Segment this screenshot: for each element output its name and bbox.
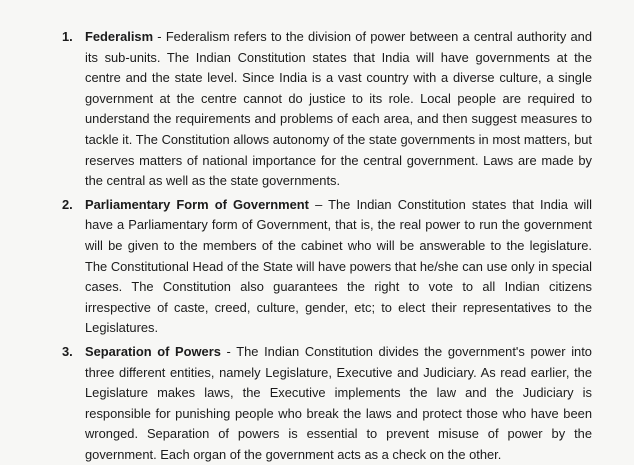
item-paragraph (85, 195, 592, 339)
list-item-federalism (62, 27, 592, 192)
item-number: 1. (62, 29, 73, 44)
item-term: Separation of Powers (85, 343, 221, 359)
list-item-separation-of-powers (62, 342, 592, 465)
item-separator: – (308, 196, 329, 212)
item-separator: - (153, 29, 166, 44)
item-separator: - (220, 343, 237, 359)
item-term: Federalism (85, 29, 154, 44)
item-term: Parliamentary Form of Government (85, 196, 309, 212)
item-text: Federalism refers to the division of power between a central authority and its sub-units. The Indian Constitution states that India will have governments at the centre and the state level. Since India is a vast country with a diverse culture, a single government at the centre cannot do justice to its role. Local people are required to understand the requirements and problems of each area, and then suggest measures to tackle it. The Constitution allows autonomy of the state governments in most matters, but reserves matters of national importance for the central government. Laws are made by the central as well as the state governments. (85, 29, 592, 189)
numbered-list (62, 27, 592, 465)
item-number: 3. (62, 343, 73, 359)
item-text: The Indian Constitution divides the government's power into three different entities, namely Legislature, Executive and Judiciary. As read earlier, the Legislature makes laws, the Executive implements the law and the Judiciary is responsible for punishing people who break the laws and protect those who have been wronged. Separation of powers is essential to prevent misuse of power by the government. Each organ of the government acts as a check on the other. (85, 343, 592, 462)
list-item-parliamentary-form (62, 195, 592, 339)
item-paragraph (85, 27, 592, 192)
item-number: 2. (62, 196, 73, 212)
item-paragraph (85, 342, 592, 465)
item-text: The Indian Constitution states that India will have a Parliamentary form of Government, that is, the real power to run the government will be given to the members of the cabinet who will be answerable to the legislature. The Constitutional Head of the State will have powers that he/she can use only in special cases. The Constitution also guarantees the right to vote to all Indian citizens irrespective of caste, creed, culture, gender, etc; to elect their representatives to the Legislatures. (85, 196, 592, 336)
